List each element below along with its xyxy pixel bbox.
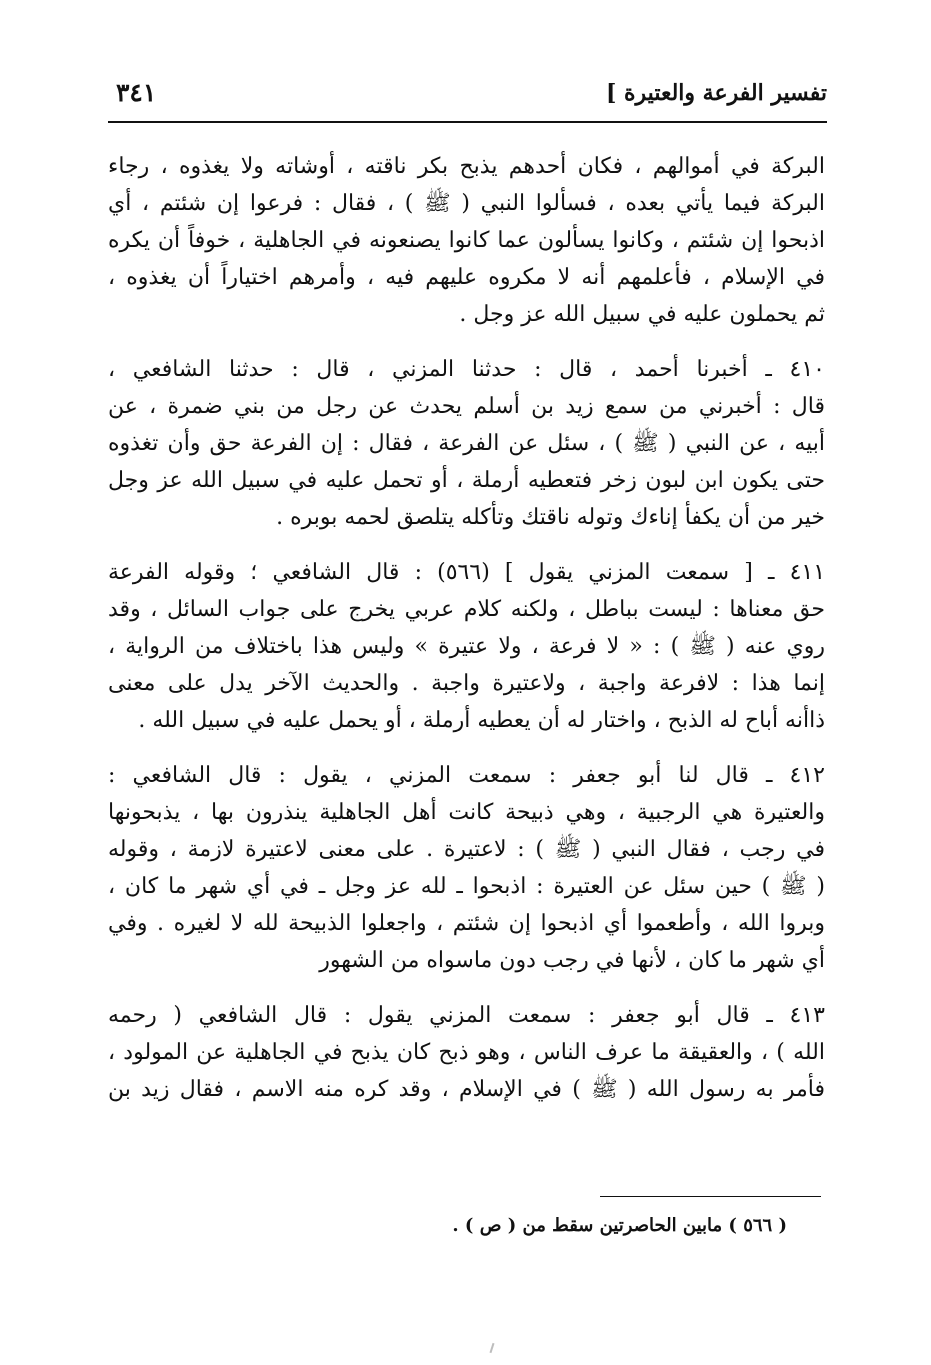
paragraph-413 (108, 997, 825, 1108)
scan-mark (490, 1343, 495, 1353)
text-line: اذبحوا إن شئتم ، وكانوا يسألون عما كانوا يصنعونه في الجاهلية ، خوفاً أن يكره (108, 228, 825, 253)
body-text (108, 148, 825, 1126)
header-rule (108, 121, 827, 123)
text-line: ( ﷺ ) حين سئل عن العتيرة : اذبحوا ـ لله عز وجل ـ في أي شهر ما كان ، (108, 874, 825, 899)
text-line: ٤١٠ ـ أخبرنا أحمد ، قال : حدثنا المزني ، قال : حدثنا الشافعي ، (108, 357, 825, 382)
text-line: أي شهر ما كان ، لأنها في رجب دون ماسواه من الشهور (319, 948, 825, 973)
paragraph-411 (108, 554, 825, 739)
footnote-566: ( ٥٦٦ ) مابين الحاصرتين سقط من ( ص ) . (452, 1215, 787, 1236)
text-line: وبروا الله ، وأطعموا أي اذبحوا إن شئتم ، واجعلوا الذبيحة لله لا لغيره . وفي (108, 911, 825, 936)
text-line: خير من أن يكفأ إناءك وتوله ناقتك وتأكله يتلصق لحمه بوبره . (276, 505, 825, 530)
paragraph-410 (108, 351, 825, 536)
running-title: تفسير الفرعة والعتيرة ] (605, 80, 827, 106)
page-header (108, 72, 827, 114)
text-line: فأمر به رسول الله ( ﷺ ) في الإسلام ، وقد كره منه الاسم ، فقال زيد بن (108, 1077, 825, 1102)
text-line: في رجب ، فقال النبي ( ﷺ ) : لاعتيرة . على معنى لاعتيرة لازمة ، وقوله (108, 837, 825, 862)
text-line: إنما هذا : لافرعة واجبة ، ولاعتيرة واجبة . والحديث الآخر يدل على معنى (108, 671, 825, 696)
text-line: حق معناها : ليست بباطل ، ولكنه كلام عربي يخرج على جواب السائل ، وقد (108, 597, 825, 622)
text-line: البركة فيما يأتي بعده ، فسألوا النبي ( ﷺ ) ، فقال : فرعوا إن شئتم ، أي (108, 191, 825, 216)
text-line: روي عنه ( ﷺ ) : « لا فرعة ، ولا عتيرة » وليس هذا باختلاف من الرواية ، (108, 634, 825, 659)
text-line: قال : أخبرني من سمع زيد بن أسلم يحدث عن رجل من بني ضمرة ، عن (108, 394, 825, 419)
text-line: الله ) ، والعقيقة ما عرف الناس ، وهو ذبح كان يذبح في الجاهلية عن المولود ، (108, 1040, 825, 1065)
text-line: البركة في أموالهم ، فكان أحدهم يذبح بكر ناقته ، أوشاته ولا يغذوه ، رجاء (108, 154, 825, 179)
text-line: حتى يكون ابن لبون زخر فتعطيه أرملة ، أو تحمل عليه في سبيل الله عز وجل (108, 468, 825, 493)
text-line: والعتيرة هي الرجبية ، وهي ذبيحة كانت أهل الجاهلية ينذرون بها ، يذبحونها (108, 800, 825, 825)
text-line: ثم يحملون عليه في سبيل الله عز وجل . (459, 302, 825, 327)
text-line: ذاأنه أباح له الذبح ، واختار له أن يعطيه أرملة ، أو يحمل عليه في سبيل الله . (138, 708, 825, 733)
text-line: ٤١٢ ـ قال لنا أبو جعفر : سمعت المزني ، يقول : قال الشافعي : (108, 763, 825, 788)
paragraph-412 (108, 757, 825, 979)
page-number: ٣٤١ (116, 78, 157, 107)
footnote-rule (600, 1196, 821, 1197)
text-line: ٤١١ ـ [ سمعت المزني يقول ] (٥٦٦) : قال الشافعي ؛ وقوله الفرعة (108, 560, 825, 585)
paragraph-1 (108, 148, 825, 333)
text-line: ٤١٣ ـ قال أبو جعفر : سمعت المزني يقول : قال الشافعي ( رحمه (108, 1003, 825, 1028)
text-line: في الإسلام ، فأعلمهم أنه لا مكروه عليهم فيه ، وأمرهم اختياراً أن يغذوه ، (108, 265, 825, 290)
text-line: أبيه ، عن النبي ( ﷺ ) ، سئل عن الفرعة ، فقال : إن الفرعة حق وأن تغذوه (108, 431, 825, 456)
